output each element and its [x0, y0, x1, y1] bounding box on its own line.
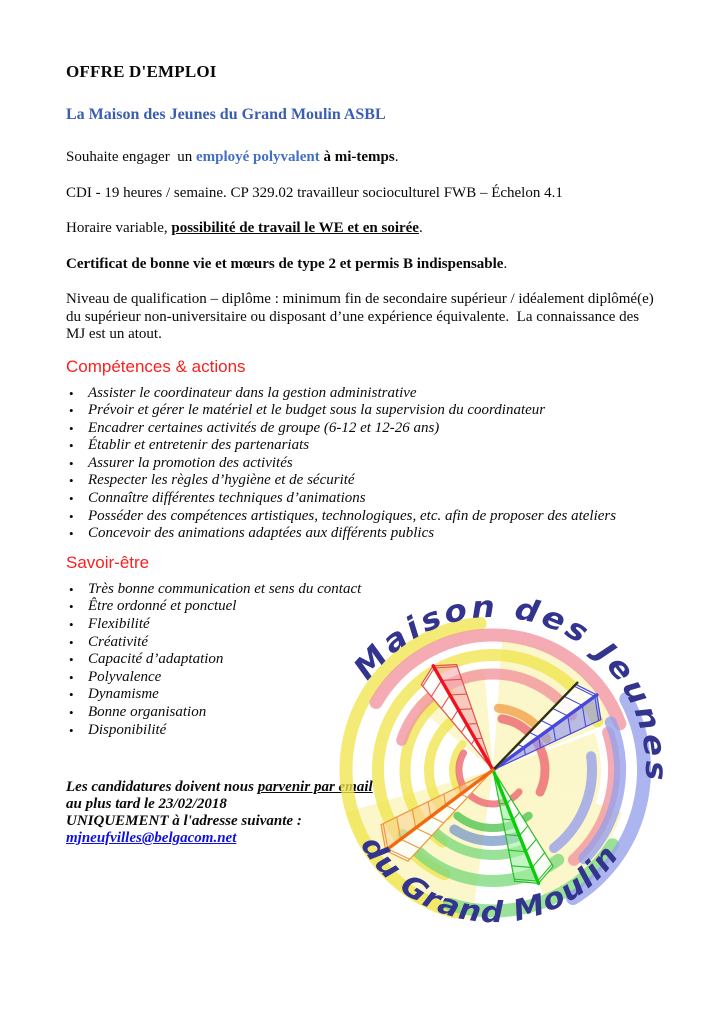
- bullet-icon: •: [69, 617, 74, 633]
- application-line-3: UNIQUEMENT à l'adresse suivante :: [66, 813, 302, 830]
- org-name-heading: La Maison des Jeunes du Grand Moulin ASBL: [66, 106, 386, 123]
- list-item-text: Encadrer certaines activités de groupe (6-12 et 12-26 ans): [88, 419, 440, 436]
- qualification-paragraph: Niveau de qualification – diplôme : minimum fin de secondaire supérieur / idéalement diplômé(e) du supérieur non-universitaire ou disposant d’une expérience équivalente. La connaissance des MJ est un atout.: [66, 291, 658, 342]
- bullet-icon: •: [69, 473, 74, 489]
- bullet-icon: •: [69, 634, 74, 650]
- intro-bold: à mi-temps: [319, 149, 395, 165]
- list-item-text: Dynamisme: [88, 686, 159, 703]
- list-item: [66, 490, 660, 508]
- list-item: [66, 420, 660, 438]
- bullet-icon: •: [69, 526, 74, 542]
- list-item-text: Connaître différentes techniques d’animations: [88, 490, 366, 507]
- section-heading-competences: Compétences & actions: [66, 356, 246, 376]
- application-underline: parvenir par email: [257, 779, 373, 796]
- bullet-icon: •: [69, 687, 74, 703]
- bullet-icon: •: [69, 722, 74, 738]
- schedule-line: [66, 220, 660, 238]
- bullet-icon: •: [69, 385, 74, 401]
- list-item-text: Flexibilité: [88, 616, 150, 633]
- competences-list: [66, 385, 660, 543]
- bullet-icon: •: [69, 705, 74, 720]
- list-item: [66, 437, 660, 455]
- bullet-icon: •: [69, 420, 74, 436]
- list-item-text: Respecter les règles d’hygiène et de sécurité: [88, 472, 355, 489]
- list-item-text: Créativité: [88, 633, 148, 650]
- intro-end: .: [394, 149, 399, 165]
- email-link[interactable]: mjneufvilles@belgacom.net: [66, 830, 237, 847]
- logo-top-text: Maison des Jeunes: [347, 589, 674, 782]
- list-item-text: Capacité d’adaptation: [88, 651, 224, 668]
- schedule-end: .: [418, 220, 423, 236]
- bullet-icon: •: [69, 581, 74, 597]
- list-item-text: Disponibilité: [88, 721, 167, 738]
- list-item-text: Assurer la promotion des activités: [88, 454, 293, 471]
- list-item-text: Être ordonné et ponctuel: [88, 598, 237, 615]
- bullet-icon: •: [69, 669, 74, 685]
- certificate-line: [66, 256, 660, 274]
- bullet-icon: •: [69, 599, 74, 615]
- schedule-text: Horaire variable,: [66, 220, 172, 236]
- org-logo: [333, 583, 678, 968]
- list-item-text: Bonne organisation: [88, 704, 207, 720]
- bullet-icon: •: [69, 491, 74, 507]
- list-item: [66, 525, 660, 543]
- list-item-text: Très bonne communication et sens du contact: [88, 580, 362, 597]
- intro-text: Souhaite engager un: [66, 149, 196, 165]
- list-item-text: Concevoir des animations adaptées aux différents publics: [88, 525, 435, 542]
- section-heading-savoir-etre: Savoir-être: [66, 552, 150, 572]
- list-item-text: Polyvalence: [88, 668, 162, 685]
- application-deadline: au plus tard le 23/02/2018: [66, 796, 227, 813]
- list-item-text: Assister le coordinateur dans la gestion administrative: [88, 384, 417, 401]
- intro-paragraph: [66, 149, 660, 167]
- list-item: [66, 472, 660, 490]
- schedule-emphasis: possibilité de travail le WE et en soirée: [171, 220, 419, 236]
- logo-bottom-text: du Grand Moulin: [354, 829, 625, 930]
- bullet-icon: •: [69, 455, 74, 471]
- job-title-highlight: employé polyvalent: [195, 149, 320, 165]
- list-item-text: Prévoir et gérer le matériel et le budget sous la supervision du coordinateur: [88, 402, 546, 419]
- list-item-text: Posséder des compétences artistiques, technologiques, etc. afin de proposer des ateliers: [88, 507, 617, 524]
- list-item: [66, 385, 660, 403]
- certificate-emphasis: Certificat de bonne vie et mœurs de type 2 et permis B indispensable: [66, 255, 504, 272]
- bullet-icon: •: [69, 652, 74, 668]
- bullet-icon: •: [69, 438, 74, 454]
- list-item-text: Établir et entretenir des partenariats: [88, 437, 310, 454]
- contract-terms-line: CDI - 19 heures / semaine. CP 329.02 travailleur socioculturel FWB – Échelon 4.1: [66, 184, 563, 201]
- list-item: [66, 402, 660, 420]
- list-item: [66, 455, 660, 473]
- page-title: OFFRE D'EMPLOI: [66, 62, 217, 81]
- list-item: [66, 508, 660, 526]
- certificate-end: .: [503, 255, 508, 272]
- bullet-icon: •: [69, 508, 74, 524]
- application-text: Les candidatures doivent nous: [66, 779, 258, 796]
- bullet-icon: •: [69, 403, 74, 419]
